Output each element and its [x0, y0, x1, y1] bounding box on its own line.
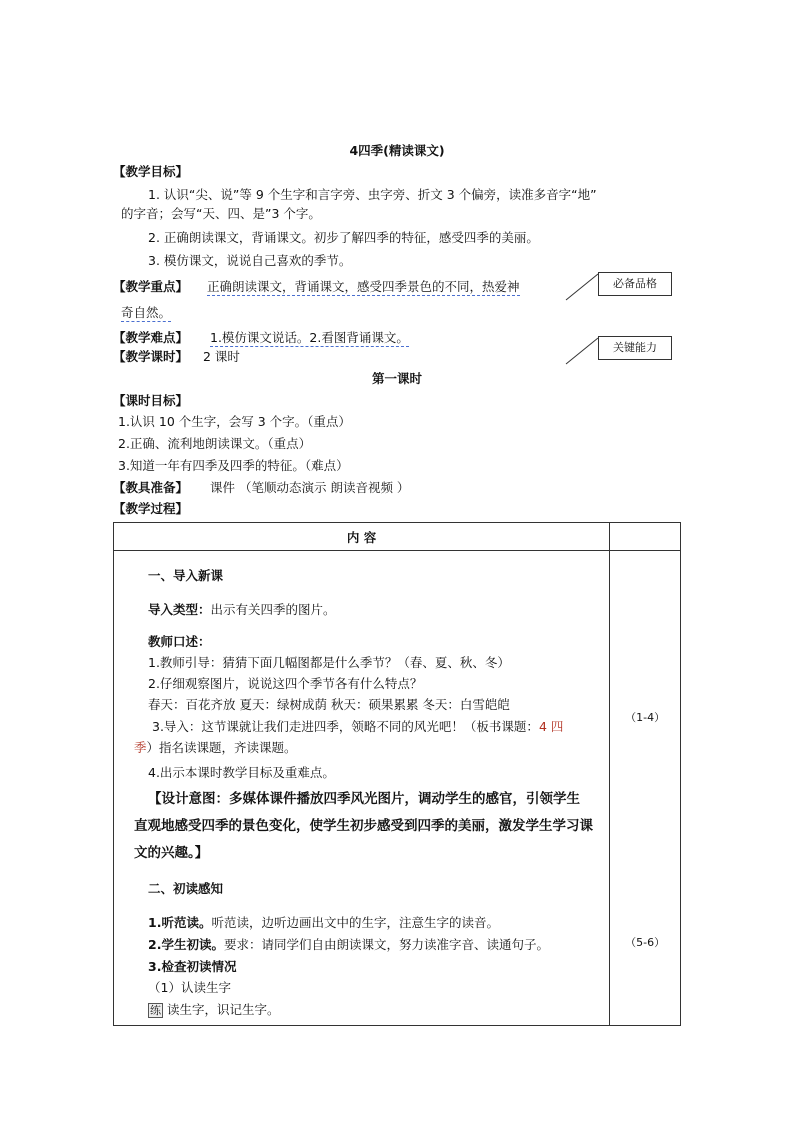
lesson-obj-3: 3.知道一年有四季及四季的特征。（难点）	[118, 458, 349, 473]
intro-type-line	[148, 602, 336, 618]
objective-line-1: 1. 认识“尖、说”等 9 个生字和言字旁、虫字旁、折文 3 个偏旁，读准多音字“地”	[148, 187, 597, 202]
difficulty-heading: 【教学难点】	[113, 330, 189, 345]
board-title-part-1: 4 四	[538, 719, 564, 734]
step-3-line-2	[134, 740, 297, 756]
step-3-line-1	[152, 719, 563, 735]
design-intent-2: 直观地感受四季的景色变化，使学生初步感受到四季的美丽，激发学生学习课	[134, 818, 593, 834]
practice-line	[148, 1002, 280, 1019]
intro-type-text: 出示有关四季的图片。	[210, 602, 336, 617]
prep-text: 课件 （笔顺动态演示 朗读音视频 ）	[210, 480, 410, 495]
hours-heading: 【教学课时】	[113, 349, 189, 364]
step-3-cont: ）指名读课题，齐读课题。	[146, 740, 297, 755]
objective-line-2: 的字音；会写“天、四、是”3 个字。	[121, 206, 321, 221]
board-title-part-2: 季	[134, 740, 147, 755]
objective-line-4: 3. 模仿课文，说说自己喜欢的季节。	[148, 253, 352, 268]
lesson-title: 第一课时	[371, 371, 422, 386]
lesson-obj-heading: 【课时目标】	[113, 393, 189, 408]
callout-box-character: 必备品格	[598, 272, 672, 296]
hours-text: 2 课时	[203, 349, 240, 364]
listen-line	[148, 915, 499, 931]
practice-text: 读生字，识记生字。	[166, 1002, 280, 1017]
table-header-time	[610, 523, 681, 551]
read-label: 2.学生初读。	[148, 937, 224, 952]
step-4: 4.出示本课时教学目标及重难点。	[148, 765, 335, 780]
table-header-content: 内 容	[114, 523, 610, 551]
leader-line-2	[566, 338, 598, 364]
practice-badge: 练	[150, 1004, 161, 1017]
listen-label: 1.听范读。	[148, 915, 212, 930]
lesson-obj-2: 2.正确、流利地朗读课文。（重点）	[118, 436, 312, 451]
section-1-title: 一、导入新课	[148, 568, 224, 583]
design-intent-1: 【设计意图：多媒体课件播放四季风光图片，调动学生的感官，引领学生	[148, 791, 580, 807]
step-2: 2.仔细观察图片，说说这四个季节各有什么特点？	[148, 676, 423, 691]
difficulty-text: 1.模仿课文说话。2.看图背诵课文。	[210, 330, 409, 345]
step-1: 1.教师引导：猜猜下面几幅图都是什么季节？（春、夏、秋、冬）	[148, 655, 510, 670]
time-mark-1: （1-4）	[625, 711, 666, 724]
step-seasons: 春天：百花齐放 夏天：绿树成荫 秋天：硕果累累 冬天：白雪皑皑	[148, 697, 510, 712]
read-text: 要求：请同学们自由朗读课文，努力读准字音、读通句子。	[223, 937, 549, 952]
objectives-heading: 【教学目标】	[113, 164, 189, 179]
page-title: 4四季(精读课文)	[349, 143, 445, 158]
key-text-line-1: 正确朗读课文，背诵课文，感受四季景色的不同，热爱神	[207, 279, 520, 294]
section-2-title: 二、初读感知	[148, 881, 224, 896]
process-table	[113, 522, 681, 1026]
intro-type-label: 导入类型：	[148, 602, 211, 617]
process-heading: 【教学过程】	[113, 501, 189, 516]
listen-text: 听范读，边听边画出文中的生字，注意生字的读音。	[211, 915, 499, 930]
table-time-cell	[610, 551, 681, 1026]
teacher-label: 教师口述：	[148, 634, 211, 649]
leader-line-1	[566, 274, 598, 300]
key-heading: 【教学重点】	[113, 279, 189, 294]
sub-item-1: （1）认读生字	[148, 980, 231, 995]
step-3-text: 3.导入：这节课就让我们走进四季，领略不同的风光吧！（板书课题：	[152, 719, 539, 734]
read-line	[148, 937, 549, 953]
design-intent-3: 文的兴趣。】	[134, 845, 209, 861]
objective-line-3: 2. 正确朗读课文，背诵课文。初步了解四季的特征，感受四季的美丽。	[148, 230, 539, 245]
prep-heading: 【教具准备】	[113, 480, 189, 495]
lesson-obj-1: 1.认识 10 个生字，会写 3 个字。（重点）	[118, 414, 351, 429]
callout-box-ability: 关键能力	[598, 336, 672, 360]
table-content-cell	[114, 551, 610, 1026]
time-mark-2: （5-6）	[625, 936, 666, 949]
check-label: 3.检查初读情况	[148, 959, 237, 974]
key-text-line-2: 奇自然。	[121, 305, 172, 320]
